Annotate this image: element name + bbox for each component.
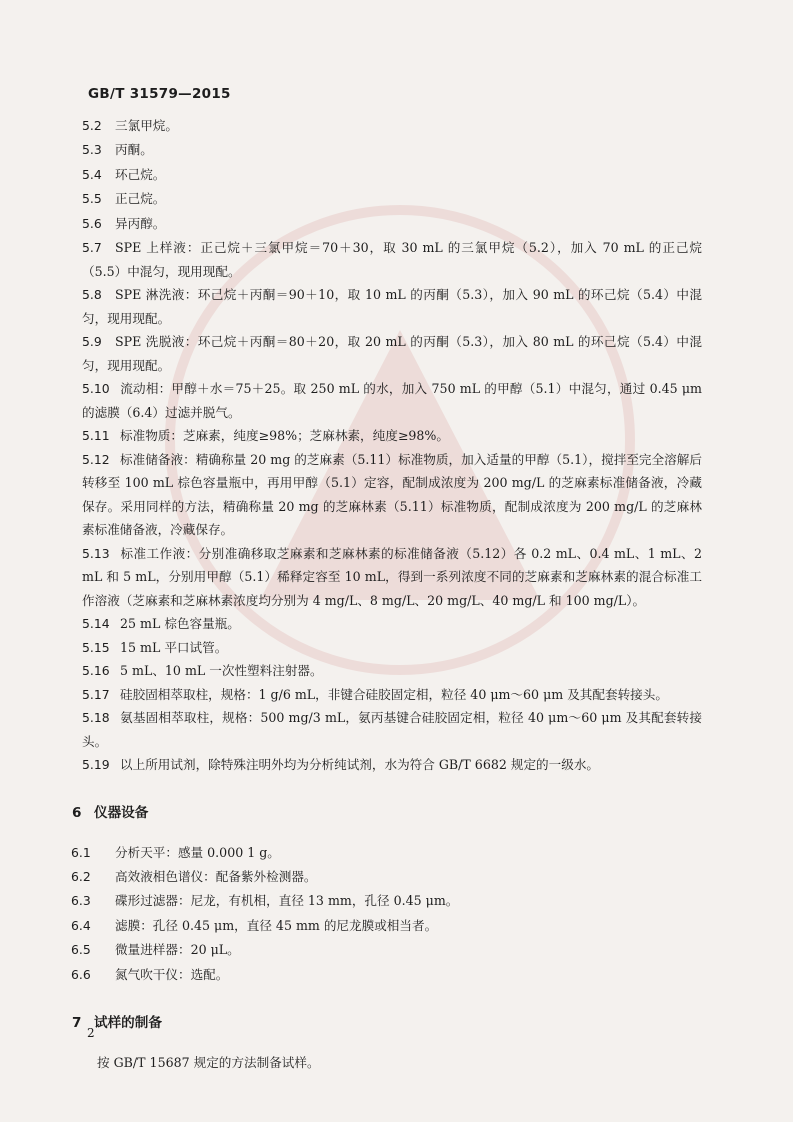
item-number: 5.13: [82, 545, 110, 561]
list-item: [82, 612, 702, 636]
list-item: [82, 187, 702, 211]
section-7-heading: [72, 1011, 702, 1031]
section-5-list: [82, 114, 702, 777]
list-item: [82, 424, 702, 448]
item-number: 5.17: [82, 686, 110, 702]
item-number: 5.11: [82, 428, 110, 444]
list-item: [82, 448, 702, 542]
section-number: 6: [72, 804, 82, 821]
item-number: 5.6: [82, 215, 102, 231]
item-text: 滤膜：孔径 0.45 μm，直径 45 mm 的尼龙膜或相当者。: [115, 917, 438, 933]
section-6-list: [71, 841, 702, 987]
section-6-heading: [72, 801, 702, 821]
item-number: 5.15: [82, 639, 110, 655]
item-text: 分析天平：感量 0.000 1 g。: [115, 844, 280, 860]
item-text: SPE 洗脱液：环己烷＋丙酮＝80＋20，取 20 mL 的丙酮（5.3），加入 80 mL 的环己烷（5.4）中混匀，现用现配。: [82, 334, 702, 373]
item-text: 氨基固相萃取柱，规格：500 mg/3 mL，氨丙基键合硅胶固定相，粒径 40 μm～60 μm 及其配套转接头。: [82, 710, 702, 749]
item-text: 标准工作液：分别准确移取芝麻素和芝麻林素的标准储备液（5.12）各 0.2 mL、0.4 mL、1 mL、2 mL 和 5 mL，分别用甲醇（5.1）稀释定容至 10 mL，得到一系列浓度不同的芝麻素和芝麻林素的混合标准工作溶液（芝麻素和芝麻林素浓度均分别为 4 mg/L、8 mg/L、20 mg/L、40 mg/L 和 100 mg/L）。: [82, 545, 702, 608]
item-number: 5.8: [82, 287, 102, 303]
list-item: [82, 377, 702, 424]
list-item: [71, 938, 702, 962]
item-text: 正己烷。: [115, 191, 166, 207]
item-number: 5.2: [82, 118, 102, 133]
document-body: [71, 114, 702, 1075]
item-number: 6.4: [71, 917, 91, 933]
list-item: [71, 841, 702, 865]
item-text: 丙酮。: [115, 142, 153, 158]
item-number: 5.16: [82, 663, 110, 679]
item-number: 5.5: [82, 191, 102, 207]
item-text: 异丙醇。: [115, 215, 166, 231]
list-item: [82, 283, 702, 330]
list-item: [71, 889, 702, 913]
item-number: 6.2: [71, 868, 91, 884]
item-text: 流动相：甲醇＋水＝75＋25。取 250 mL 的水，加入 750 mL 的甲醇（5.1）中混匀，通过 0.45 μm 的滤膜（6.4）过滤并脱气。: [82, 381, 702, 420]
list-item: [82, 753, 702, 777]
list-item: [71, 865, 702, 889]
section-7-paragraph: 按 GB/T 15687 规定的方法制备试样。: [97, 1054, 320, 1070]
list-item: [82, 114, 702, 138]
item-number: 5.14: [82, 616, 110, 632]
standard-code: GB/T 31579—2015: [88, 86, 231, 102]
list-item: [82, 163, 702, 187]
list-item: [82, 706, 702, 753]
item-text: 标准物质：芝麻素，纯度≥98%；芝麻林素，纯度≥98%。: [120, 428, 449, 444]
item-number: 5.4: [82, 166, 102, 182]
list-item: [82, 212, 702, 236]
item-text: 高效液相色谱仪：配备紫外检测器。: [115, 868, 317, 884]
item-number: 5.12: [82, 451, 110, 467]
list-item: [82, 236, 702, 283]
item-text: 碟形过滤器：尼龙，有机相，直径 13 mm，孔径 0.45 μm。: [115, 893, 459, 909]
item-number: 5.7: [82, 240, 102, 256]
item-number: 6.6: [71, 966, 91, 982]
list-item: [82, 542, 702, 613]
list-item: [82, 659, 702, 683]
item-text: 氮气吹干仪：选配。: [115, 966, 229, 982]
list-item: [82, 138, 702, 162]
list-item: [82, 330, 702, 377]
item-number: 6.1: [71, 844, 91, 860]
item-text: 环己烷。: [115, 166, 166, 182]
item-number: 5.9: [82, 334, 102, 350]
item-text: 15 mL 平口试管。: [120, 639, 228, 655]
item-number: 5.18: [82, 710, 110, 726]
item-number: 6.5: [71, 942, 91, 958]
item-text: 25 mL 棕色容量瓶。: [120, 616, 240, 632]
section-title: 试样的制备: [94, 1014, 162, 1031]
section-title: 仪器设备: [94, 804, 149, 821]
list-item: [71, 963, 702, 987]
item-text: SPE 上样液：正己烷＋三氯甲烷＝70＋30，取 30 mL 的三氯甲烷（5.2），加入 70 mL 的正己烷（5.5）中混匀，现用现配。: [82, 240, 702, 279]
item-text: 三氯甲烷。: [115, 118, 178, 133]
item-text: 微量进样器：20 μL。: [115, 942, 240, 958]
item-text: 硅胶固相萃取柱，规格：1 g/6 mL，非键合硅胶固定相，粒径 40 μm～60 μm 及其配套转接头。: [120, 686, 668, 702]
item-text: SPE 淋洗液：环己烷＋丙酮＝90＋10，取 10 mL 的丙酮（5.3），加入 90 mL 的环己烷（5.4）中混匀，现用现配。: [82, 287, 702, 326]
item-text: 以上所用试剂，除特殊注明外均为分析纯试剂，水为符合 GB/T 6682 规定的一级水。: [120, 757, 600, 773]
item-number: 5.10: [82, 381, 110, 397]
section-number: 7: [72, 1014, 82, 1031]
item-number: 6.3: [71, 893, 91, 909]
item-text: 标准储备液：精确称量 20 mg 的芝麻素（5.11）标准物质，加入适量的甲醇（5.1），搅拌至完全溶解后转移至 100 mL 棕色容量瓶中，再用甲醇（5.1）定容，配制成浓度为 200 mg/L 的芝麻素标准储备液，冷藏保存。采用同样的方法，精确称量 20 mg 的芝麻林素（5.11）标准物质，配制成浓度为 200 mg/L 的芝麻林素标准储备液，冷藏保存。: [82, 451, 702, 538]
list-item: [82, 636, 702, 660]
item-number: 5.19: [82, 757, 110, 773]
item-text: 5 mL、10 mL 一次性塑料注射器。: [120, 663, 323, 679]
list-item: [82, 683, 702, 707]
item-number: 5.3: [82, 142, 102, 158]
page-number: 2: [87, 1026, 95, 1040]
list-item: [71, 914, 702, 938]
